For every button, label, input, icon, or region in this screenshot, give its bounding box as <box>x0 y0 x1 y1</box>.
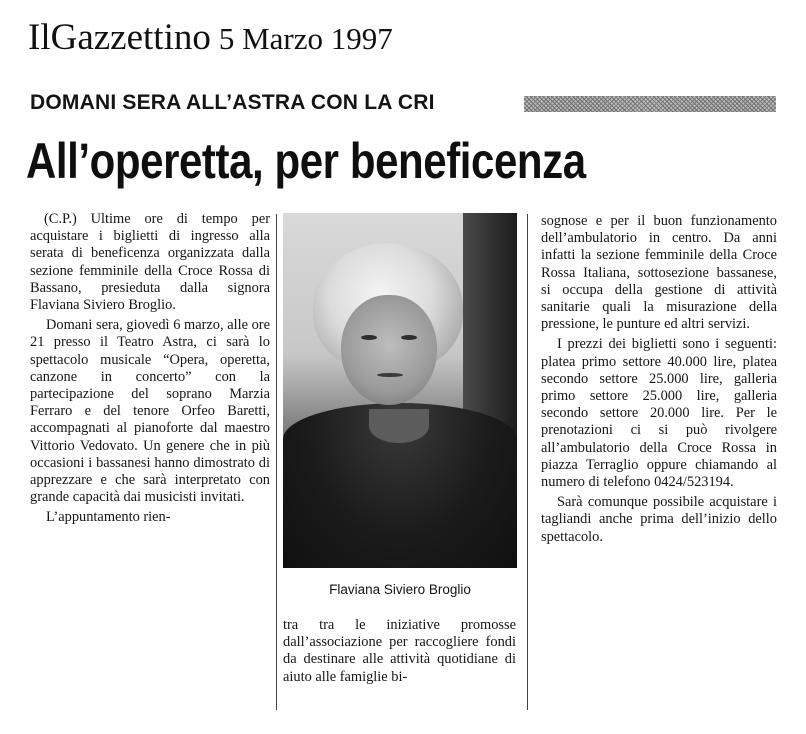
photo-subject-eye <box>401 335 417 340</box>
photo-subject-collar <box>369 409 429 443</box>
photo-subject-eye <box>361 335 377 340</box>
article-column-2 <box>283 617 516 686</box>
paragraph: sognose e per il buon funzionamento dell’ambulatorio in centro. Da anni infatti la sezione femminile della Croce Rossa Italiana, sottosezione bassanese, si occupa della gestione di attività sanitarie quali la misurazione della pressione, le punture ed altri servizi. <box>541 213 777 333</box>
paragraph: Sarà comunque possibile acquistare i tagliandi anche prima dell’inizio dello spettacolo. <box>541 494 777 545</box>
article-headline: All’operetta, per beneficenza <box>26 133 586 189</box>
article-column-3 <box>541 213 777 546</box>
masthead <box>28 16 393 61</box>
column-divider <box>527 214 528 710</box>
paragraph: (C.P.) Ultime ore di tempo per acquistare i biglietti di ingresso alla serata di beneficenza organizzata dalla sezione femminile della Croce Rossa di Bassano, presieduta dalla signora Flaviana Siviero Broglio. <box>30 211 270 314</box>
paragraph: Domani sera, giovedì 6 marzo, alle ore 21 presso il Teatro Astra, ci sarà lo spettacolo musicale “Opera, operetta, canzone in concerto” con la partecipazione del soprano Marzia Ferraro e del tenore Orfeo Baretti, accompagnati al pianoforte dal maestro Vittorio Vedovato. Un genere che in più occasioni i bassanesi hanno dimostrato di apprezzare e che sarà interpretato con grande capacità dai musicisti invitati. <box>30 317 270 506</box>
column-divider <box>276 214 277 710</box>
article-column-1 <box>30 211 270 527</box>
paragraph: L’appuntamento rien- <box>46 509 171 526</box>
paragraph: tra tra le iniziative promosse dall’associazione per raccogliere fondi da destinare alle attività quotidiane di aiuto alle famiglie bi- <box>283 617 516 685</box>
article-kicker: DOMANI SERA ALL’ASTRA CON LA CRI <box>30 91 435 114</box>
publication-date: 5 Marzo 1997 <box>218 21 393 56</box>
photo-subject-mouth <box>377 373 403 377</box>
kicker-hatched-rule <box>524 96 776 112</box>
paragraph: I prezzi dei biglietti sono i seguenti: platea primo settore 40.000 lire, platea secondo settore 25.000 lire, galleria primo settore 25.000 lire, galleria secondo settore 20.000 lire. Per le prenotazioni ci si può rivolgere all’ambulatorio della Croce Rossa in piazza Terraglio oppure chiamando al numero di telefono 0424/523194. <box>541 336 777 491</box>
portrait-photo <box>283 213 517 568</box>
newspaper-name: IlGazzettino <box>28 17 211 58</box>
photo-caption: Flaviana Siviero Broglio <box>329 582 471 597</box>
photo-subject-face <box>341 295 437 405</box>
